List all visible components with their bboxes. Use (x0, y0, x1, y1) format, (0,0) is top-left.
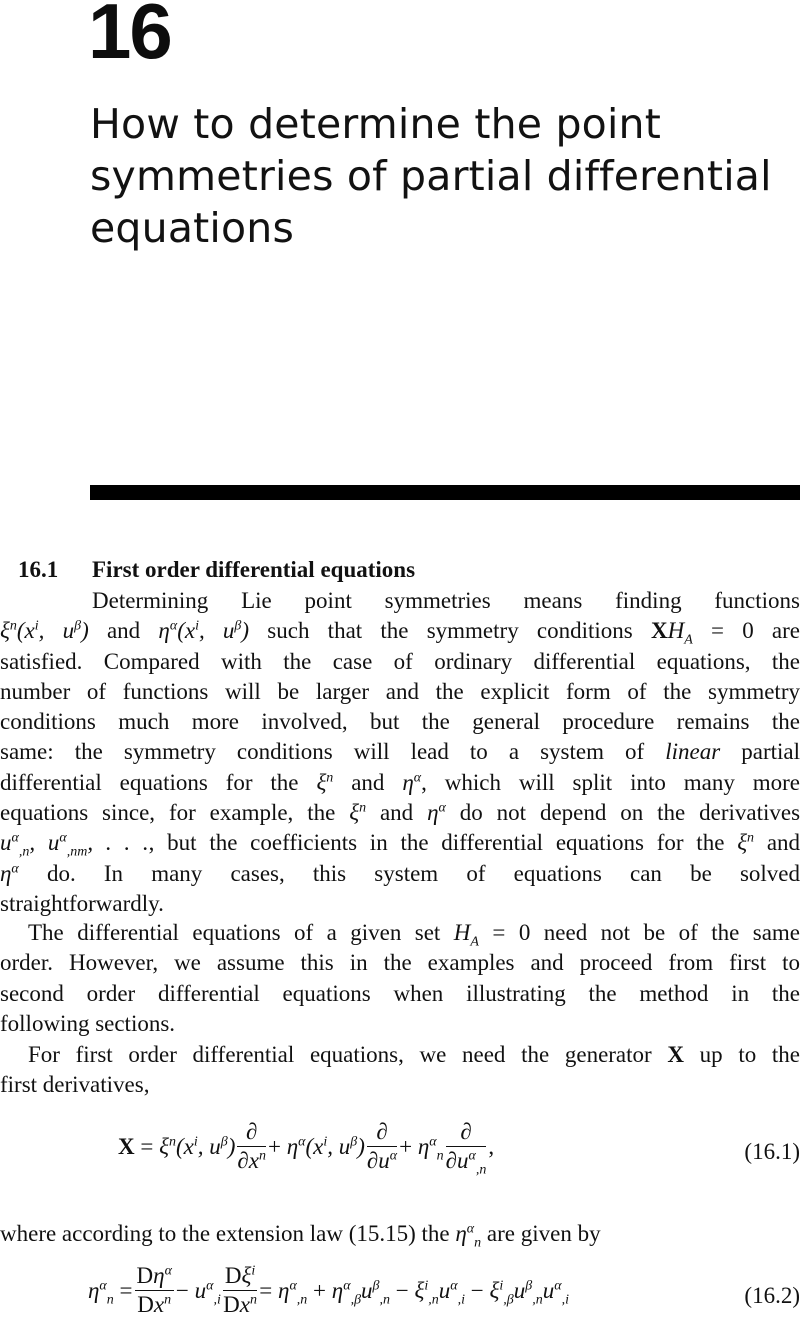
paragraph-2 (0, 918, 800, 1039)
paragraph-2-line-1: The differential equations of a given set $H_A = 0$ need not be of the same (28, 920, 800, 950)
equation-16-1-body: $X = \xi^n(x^i$, $u^\beta$) $\frac{\partial}{\partial x^n}$ + $\eta^\alpha(x^i$, $u^\beta$) $\frac{\partial}{\partial u^\alpha}$ + $\eta^\alpha_n$ $\frac{\partial}{\partial u^\alpha_{,n}}$ , (118, 1119, 495, 1178)
paragraph-1-line-6: same: the symmetry conditions will lead to a system of linear partial (0, 739, 800, 765)
paragraph-3-line-2: first derivatives, (0, 1072, 150, 1098)
paragraph-1-line-3: satisfied. Compared with the case of ordinary differential equations, the (0, 648, 800, 674)
section-heading (18, 556, 415, 584)
equation-16-1-number: (16.1) (744, 1139, 800, 1164)
paragraph-1-line-7: differential equations for the $\xi^n$ and $\eta^\alpha$, which will split into many more (0, 769, 800, 795)
paragraph-3 (0, 1040, 800, 1101)
equation-16-2-number: (16.2) (744, 1283, 800, 1308)
chapter-title (90, 98, 790, 254)
chapter-number: 16 (88, 0, 171, 75)
paragraph-4 (0, 1219, 800, 1249)
paragraph-1-line-2: $\xi^n(x^i$, $u^\beta$) and $\eta^\alpha(x^i$, $u^\beta$) such that the symmetry conditions $XH_A = 0$ are (0, 618, 800, 648)
paragraph-1-line-1: Determining Lie point symmetries means finding functions (92, 588, 800, 613)
paragraph-1 (0, 586, 800, 919)
equation-16-2 (0, 1262, 800, 1332)
section-number: 16.1 (18, 557, 59, 582)
chapter-divider-bar (90, 485, 800, 500)
paragraph-4-line-1: where according to the extension law (15.15) the $\eta^\alpha_n$ are given by (0, 1221, 601, 1251)
chapter-title-line-2: symmetries of partial differential (90, 152, 772, 200)
chapter-title-line-3: equations (90, 204, 295, 252)
paragraph-3-line-1: For first order differential equations, we need the generator X up to the (28, 1042, 800, 1067)
paragraph-1-line-11: straightforwardly. (0, 890, 164, 916)
equation-16-1 (0, 1118, 800, 1198)
paragraph-1-line-5: conditions much more involved, but the general procedure remains the (0, 709, 800, 735)
paragraph-1-line-10: $\eta^\alpha$ do. In many cases, this system of equations can be solved (0, 860, 800, 886)
paragraph-1-line-9: $u^\alpha_{,n}$, $u^\alpha_{,nm}$, . . ., but the coefficients in the differential equations for the $\xi^n$ and (0, 830, 800, 860)
paragraph-1-line-4: number of functions will be larger and the explicit form of the symmetry (0, 678, 800, 704)
section-title: First order differential equations (92, 557, 416, 582)
chapter-title-line-1: How to determine the point (90, 100, 662, 148)
paragraph-1-line-8: equations since, for example, the $\xi^n$ and $\eta^\alpha$ do not depend on the derivatives (0, 800, 800, 826)
equation-16-2-body: $\eta^\alpha_n$ = $\frac{D\eta^\alpha}{Dx^n}$ − $u^\alpha_{,i}$ $\frac{D\xi^i}{Dx^n}$ = $\eta^\alpha_{,n} + \eta^\alpha_{,\beta}u^\beta_{,n} - \xi^i_{,n}u^\alpha_{,i} - \xi^i_{,\beta}u^\beta_{,n}u^\alpha_{,i}$ (88, 1263, 569, 1317)
paragraph-2-line-4: following sections. (0, 1010, 176, 1036)
paragraph-2-line-3: second order differential equations when illustrating the method in the (0, 980, 800, 1006)
paragraph-2-line-2: order. However, we assume this in the examples and proceed from first to (0, 950, 800, 976)
